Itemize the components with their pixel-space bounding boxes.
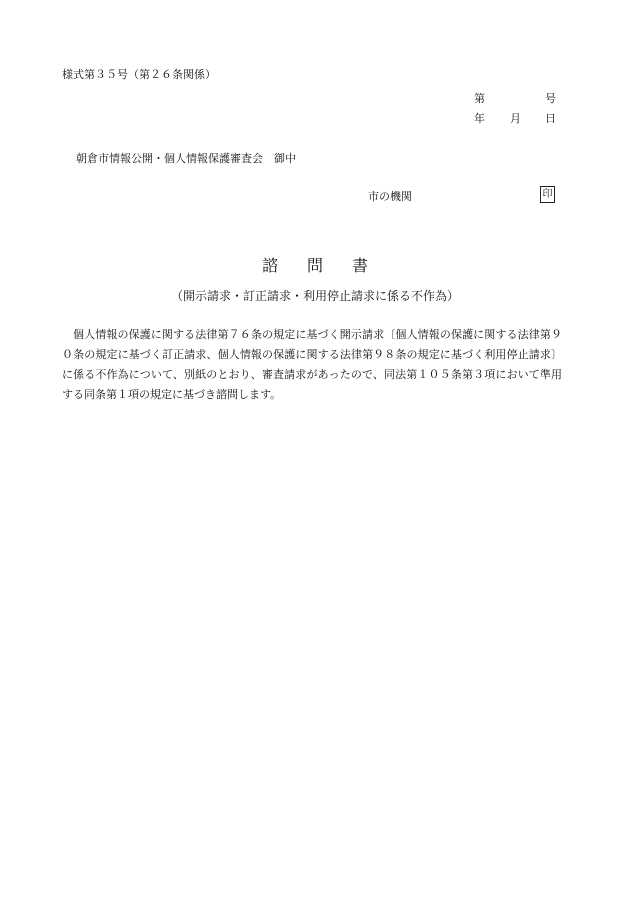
document-subtitle: （開示請求・訂正請求・利用停止請求に係る不作為） [170, 289, 459, 303]
day-label: 日 [545, 112, 556, 125]
month-label: 月 [510, 112, 521, 125]
number-suffix: 号 [545, 92, 556, 105]
addressee: 朝倉市情報公開・個人情報保護審査会 御中 [76, 152, 296, 165]
year-label: 年 [474, 112, 485, 125]
document-number-line [474, 90, 556, 106]
document-title: 諮問書 [261, 256, 397, 275]
sender-label: 市の機関 [368, 190, 412, 203]
form-number: 様式第３５号（第２６条関係） [62, 68, 216, 81]
number-label: 第 [474, 92, 485, 105]
date-line [474, 110, 556, 126]
seal-box: 印 [540, 186, 555, 203]
document-body: 個人情報の保護に関する法律第７６条の規定に基づく開示請求〔個人情報の保護に関する法律第９０条の規定に基づく訂正請求、個人情報の保護に関する法律第９８条の規定に基づく利用停止請求〕に係る不作為について、別紙のとおり、審査請求があったので、同法第１０５条第３項において準用する同条第１項の規定に基づき諮問します。 [62, 328, 562, 401]
